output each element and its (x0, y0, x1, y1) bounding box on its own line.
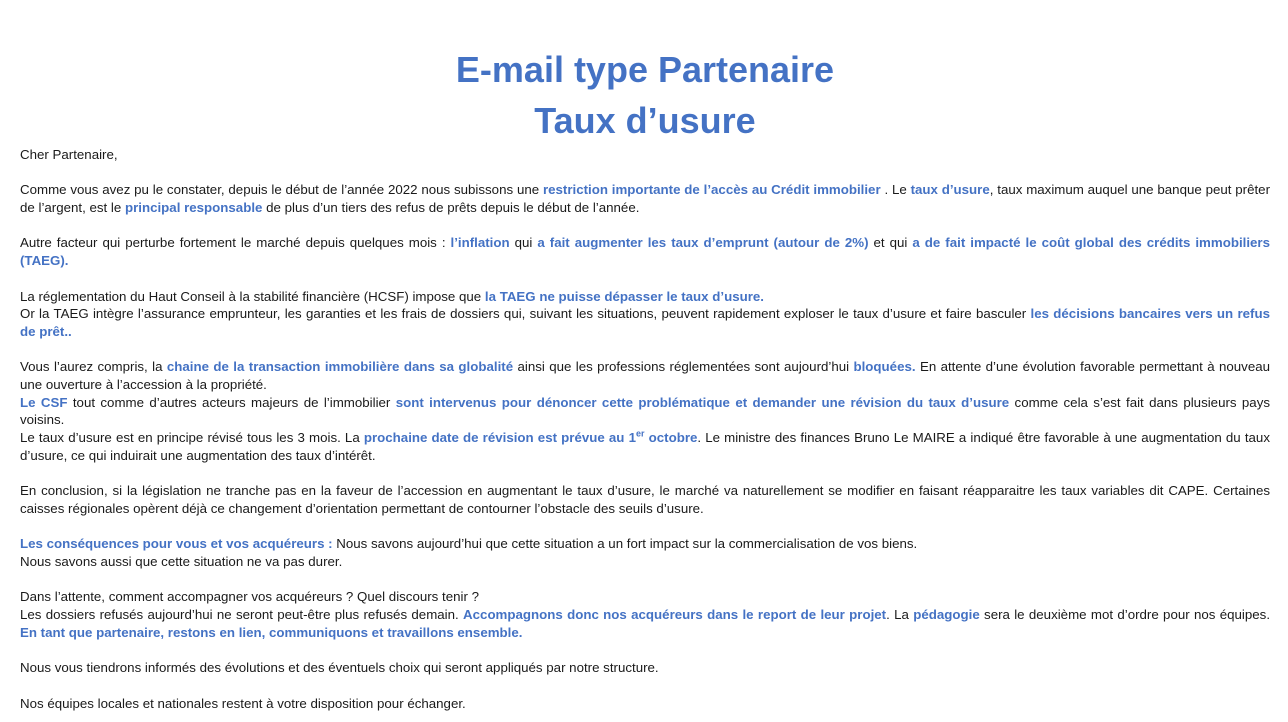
text: Nous savons aussi que cette situation ne va pas durer. (20, 554, 343, 570)
superscript: er (635, 428, 645, 439)
spacer (20, 642, 1270, 660)
text: et qui (868, 235, 913, 251)
text: Dans l’attente, comment accompagner vos acquéreurs ? Quel discours tenir ? (20, 589, 479, 605)
document-page (20, 44, 1270, 712)
spacer (20, 217, 1270, 235)
text: qui (509, 235, 538, 251)
title-line-1: E-mail type Partenaire (455, 49, 835, 90)
line (20, 553, 1270, 571)
greeting: Cher Partenaire, (20, 147, 118, 162)
highlight: chaine de la transaction immobilière dans sa globalité (166, 359, 514, 375)
text: de plus d’un tiers des refus de prêts depuis le début de l’année. (262, 200, 640, 216)
text: Nous savons aujourd’hui que cette situation a un fort impact sur la commercialisation de vos biens. (332, 536, 918, 552)
highlight: octobre (644, 430, 698, 446)
line (20, 606, 1270, 641)
highlight: prochaine date de révision est prévue au 1 (363, 430, 636, 446)
spacer (20, 465, 1270, 483)
highlight: restriction importante de l’accès au Crédit immobilier (542, 182, 881, 198)
text: En attente d’une évolution favorable permettant à nouveau une ouverture à l’accession à la propriété. (20, 359, 1271, 393)
highlight: Les conséquences pour vous et vos acquéreurs : (20, 536, 333, 552)
text: . La (886, 607, 914, 623)
highlight: les décisions bancaires vers un refus de prêt.. (20, 306, 1270, 339)
line (20, 535, 1270, 553)
highlight: l’inflation (450, 235, 510, 251)
paragraph-conclusion: En conclusion, si la législation ne tranche pas en la faveur de l’accession en augmentant le taux d’usure, le marché va naturellement se modifier en faisant réapparaitre les taux variables dit CAPE. Certaines caisses régionales opèrent déjà ce changement d’orientation permettant de contourner l’obstacle des seuils d’usure. (20, 483, 1270, 516)
title-line-2: Taux d’usure (534, 100, 756, 141)
highlight: Le CSF (20, 394, 68, 410)
highlight: principal responsable (124, 200, 263, 216)
text: tout comme d’autres acteurs majeurs de l’immobilier (67, 394, 396, 410)
highlight: a fait augmenter les taux d’emprunt (autour de 2%) (537, 235, 869, 251)
line (20, 305, 1270, 340)
paragraph-consequences (20, 535, 1270, 570)
paragraph-inflation (20, 234, 1270, 269)
spacer (20, 164, 1270, 182)
document-title (20, 44, 1270, 146)
spacer (20, 518, 1270, 536)
spacer (20, 341, 1270, 359)
highlight: bloquées. (853, 359, 916, 375)
text: Les dossiers refusés aujourd’hui ne seront peut-être plus refusés demain. (20, 607, 464, 623)
line (20, 429, 1270, 464)
paragraph-restriction (20, 181, 1270, 216)
text: Vous l’aurez compris, la (20, 359, 167, 375)
highlight: a de fait impacté le coût global des crédits immobiliers (TAEG). (20, 235, 1270, 269)
paragraph-informed: Nous vous tiendrons informés des évolutions et des éventuels choix qui seront appliqués par notre structure. (20, 660, 659, 676)
text: Comme vous avez pu le constater, depuis le début de l’année 2022 nous subissons une (20, 182, 543, 198)
highlight: taux d’usure (910, 182, 990, 198)
text: , taux maximum auquel une banque peut prêter de l’argent, est le (20, 182, 1271, 216)
text: sera le deuxième mot d’ordre pour nos équipes. (979, 607, 1271, 623)
text: Autre facteur qui perturbe fortement le marché depuis quelques mois : (20, 235, 451, 251)
paragraph-transaction (20, 358, 1270, 464)
text: La réglementation du Haut Conseil à la stabilité financière (HCSF) impose que (20, 288, 485, 304)
line (20, 394, 1270, 429)
line (20, 288, 1270, 306)
text: ainsi que les professions réglementées sont aujourd’hui (513, 359, 854, 375)
highlight: pédagogie (913, 607, 980, 623)
spacer (20, 677, 1270, 695)
text: Le taux d’usure est en principe révisé tous les 3 mois. La (20, 430, 364, 446)
highlight: Accompagnons donc nos acquéreurs dans le report de leur projet (463, 607, 887, 623)
highlight: la TAEG ne puisse dépasser le taux d’usure. (484, 288, 764, 304)
paragraph-closing: Nos équipes locales et nationales restent à votre disposition pour échanger. (20, 695, 466, 711)
spacer (20, 270, 1270, 288)
line (20, 588, 1270, 606)
text: comme cela s’est fait dans plusieurs pays voisins. (20, 394, 1270, 428)
paragraph-accompany (20, 588, 1270, 641)
highlight: En tant que partenaire, restons en lien, communiquons et travaillons ensemble. (20, 624, 523, 640)
line (20, 358, 1270, 393)
highlight: sont intervenus pour dénoncer cette problématique et demander une révision du taux d’usure (395, 394, 1010, 410)
paragraph-hcsf (20, 288, 1270, 341)
spacer (20, 571, 1270, 589)
text: Or la TAEG intègre l’assurance emprunteur, les garanties et les frais de dossiers qui, suivant les situations, peuvent rapidement exploser le taux d’usure et faire basculer (20, 306, 1031, 322)
text: . Le (880, 182, 911, 198)
text: . Le ministre des finances Bruno Le MAIRE a indiqué être favorable à une augmentation du taux d’usure, ce qui induirait une augmentation des taux d’intérêt. (20, 430, 1270, 463)
